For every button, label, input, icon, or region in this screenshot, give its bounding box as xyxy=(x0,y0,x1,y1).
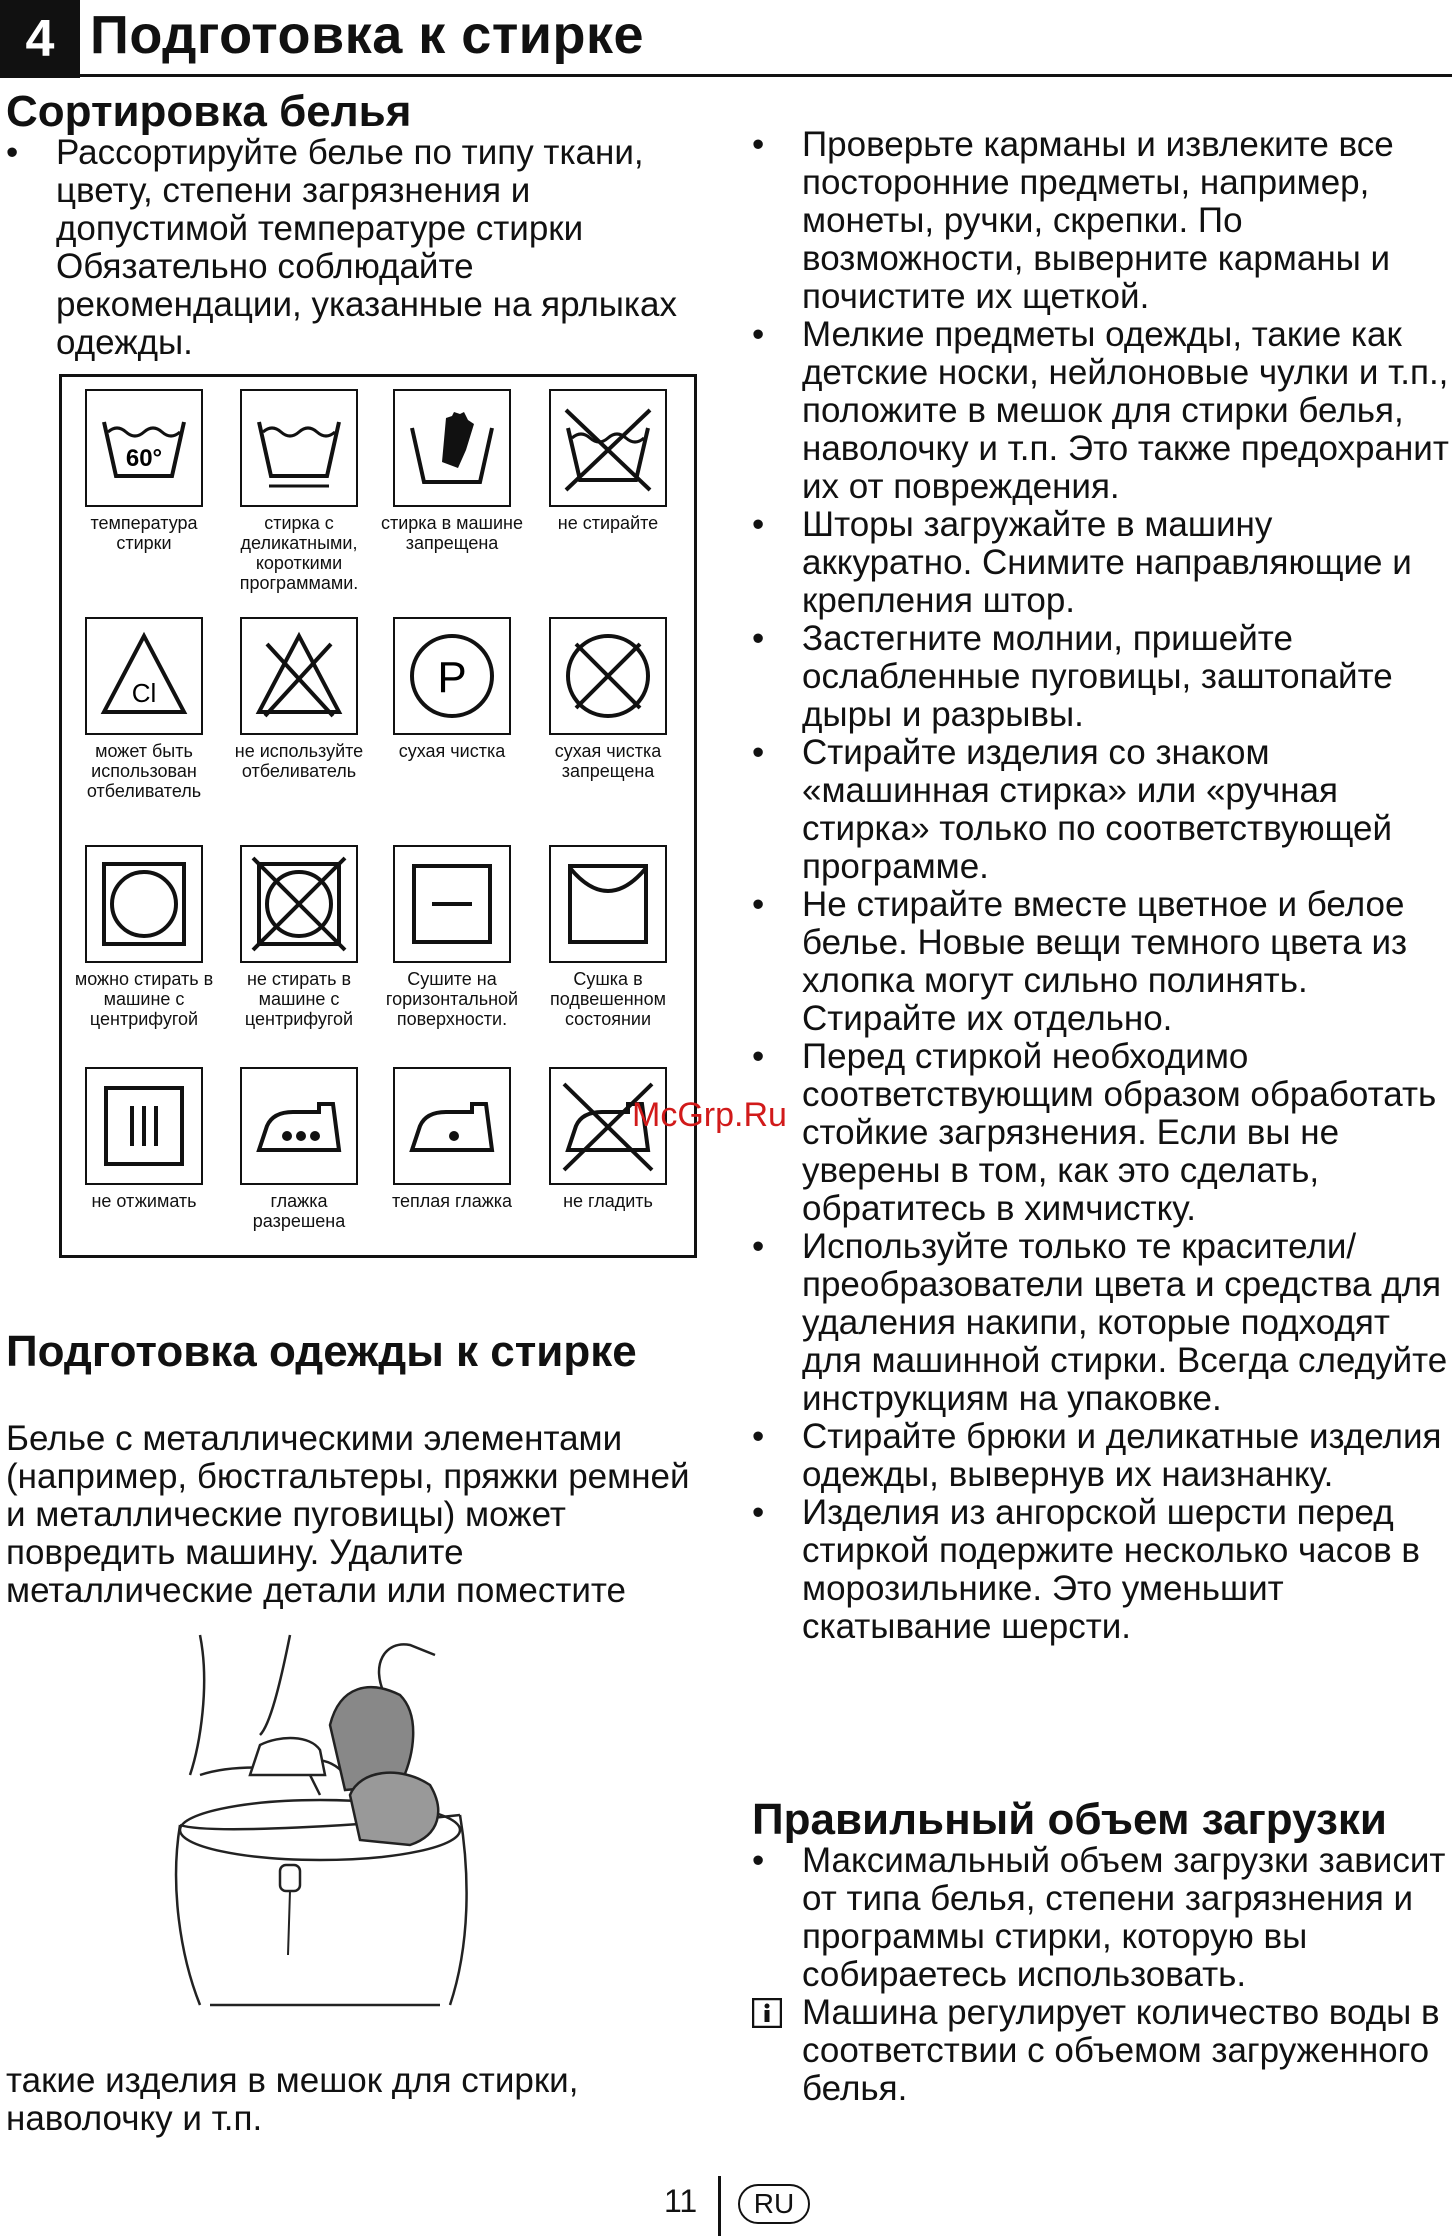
page-number: 11 xyxy=(664,2183,698,2219)
hand-wash-icon xyxy=(402,398,502,498)
list-item: • Мелкие предметы одежды, такие как детские носки, нейлоновые чулки и т.п., положите в мешок для стирки белья, наволочку и т.п. Это также предохранит их от повреждения. xyxy=(752,315,1449,506)
bleach-allowed-icon xyxy=(94,626,194,726)
care-symbol: не стирать в машине с центрифугой xyxy=(224,845,374,1029)
care-symbol: стирка в машине запрещена xyxy=(377,389,527,553)
sorting-heading: Сортировка белья xyxy=(6,87,412,136)
tumble-dry-icon xyxy=(94,854,194,954)
load-heading: Правильный объем загрузки xyxy=(752,1795,1387,1844)
load-list xyxy=(752,1842,1452,2108)
care-symbol: стирка с деликатными, короткими программами. xyxy=(224,389,374,593)
header-rule xyxy=(80,74,1452,77)
list-item: • Изделия из ангорской шерсти перед стиркой подержите несколько часов в морозильнике. Это уменьшит скатывание шерсти. xyxy=(752,1493,1421,1646)
list-item: • Используйте только те красители/ преобразователи цвета и средства для удаления накипи, которые подходят для машинной стирки. Всегда следуйте инструкциям на упаковке. xyxy=(752,1227,1448,1418)
list-item: • Шторы загружайте в машину аккуратно. Снимите направляющие и крепления штор. xyxy=(752,505,1412,620)
preparation-heading: Подготовка одежды к стирке xyxy=(6,1327,637,1376)
preparation-paragraph-continued: такие изделия в мешок для стирки, наволочку и т.п. xyxy=(6,2061,579,2138)
info-icon xyxy=(752,1998,782,2036)
care-symbol: не отжимать xyxy=(69,1067,219,1211)
care-symbol: можно стирать в машине с центрифугой xyxy=(69,845,219,1029)
list-item: • Максимальный объем загрузки зависит от типа белья, степени загрязнения и программы стирки, которую вы собираетесь использовать. xyxy=(752,1841,1446,1994)
care-symbol: глажка разрешена xyxy=(224,1067,374,1231)
do-not-wring-icon xyxy=(94,1076,194,1176)
no-tumble-dry-icon xyxy=(249,854,349,954)
language-badge: RU xyxy=(738,2184,810,2224)
dry-flat-icon xyxy=(402,854,502,954)
footer-divider xyxy=(718,2176,721,2236)
info-note: Машина регулирует количество воды в соответствии с объемом загруженного белья. xyxy=(752,1994,1452,2108)
care-symbol: сухая чистка запрещена xyxy=(533,617,683,781)
preparation-paragraph: Белье с металлическими элементами (например, бюстгальтеры, пряжки ремней и металлические пуговицы) может повредить машину. Удалите металлические детали или поместите xyxy=(6,1419,690,1610)
watermark: McGrp.Ru xyxy=(632,1096,787,1134)
preparation-checklist xyxy=(752,126,1452,1646)
care-symbol: P сухая чистка xyxy=(377,617,527,761)
care-symbol: Сушка в подвешенном состоянии xyxy=(533,845,683,1029)
page-title: Подготовка к стирке xyxy=(90,5,645,65)
list-item: • Стирайте изделия со знаком «машинная стирка» или «ручная стирка» только по соответствующей программе. xyxy=(752,733,1393,886)
care-symbol: не стирайте xyxy=(533,389,683,533)
list-item: • Перед стиркой необходимо соответствующим образом обработать стойкие загрязнения. Если вы не уверены в том, как это сделать, обратитесь в химчистку. xyxy=(752,1037,1437,1228)
iron-warm-icon xyxy=(402,1076,502,1176)
iron-hot-icon xyxy=(249,1076,349,1176)
list-item: • Стирайте брюки и деликатные изделия одежды, вывернув их наизнанку. xyxy=(752,1417,1442,1494)
care-symbol: не используйте отбеливатель xyxy=(224,617,374,781)
care-symbol: Сушите на горизонтальной поверхности. xyxy=(377,845,527,1029)
svg-text:P: P xyxy=(437,653,467,702)
care-symbol: теплая глажка xyxy=(377,1067,527,1211)
no-bleach-icon xyxy=(249,626,349,726)
svg-text:60°: 60° xyxy=(125,445,163,472)
svg-text:Cl: Cl xyxy=(131,678,157,708)
do-not-wash-icon xyxy=(558,398,658,498)
list-item: • Проверьте карманы и извлеките все посторонние предметы, например, монеты, ручки, скрепки. По возможности, выверните карманы и почистите их щеткой. xyxy=(752,125,1394,316)
no-dry-clean-icon xyxy=(558,626,658,726)
care-symbol: Cl может быть использован отбеливатель xyxy=(69,617,219,801)
care-symbols-table xyxy=(59,374,697,1258)
chapter-number: 4 xyxy=(0,0,80,78)
care-symbol: не гладить xyxy=(533,1067,683,1211)
delicate-wash-icon xyxy=(249,398,349,498)
list-item: • Не стирайте вместе цветное и белое белье. Новые вещи темного цвета из хлопка могут сильно полинять. Стирайте их отдельно. xyxy=(752,885,1408,1038)
care-symbol: 60° температура стирки xyxy=(69,389,219,553)
dry-clean-icon xyxy=(402,626,502,726)
line-dry-icon xyxy=(558,854,658,954)
laundry-bag-illustration xyxy=(170,1625,550,2015)
wash-60-icon xyxy=(94,398,194,498)
sorting-bullet: • Рассортируйте белье по типу ткани, цвету, степени загрязнения и допустимой температуре стирки Обязательно соблюдайте рекомендации, указанные на ярлыках одежды. xyxy=(6,133,677,362)
list-item: • Застегните молнии, пришейте ослабленные пуговицы, заштопайте дыры и разрывы. xyxy=(752,619,1393,734)
sorting-list xyxy=(6,134,696,362)
